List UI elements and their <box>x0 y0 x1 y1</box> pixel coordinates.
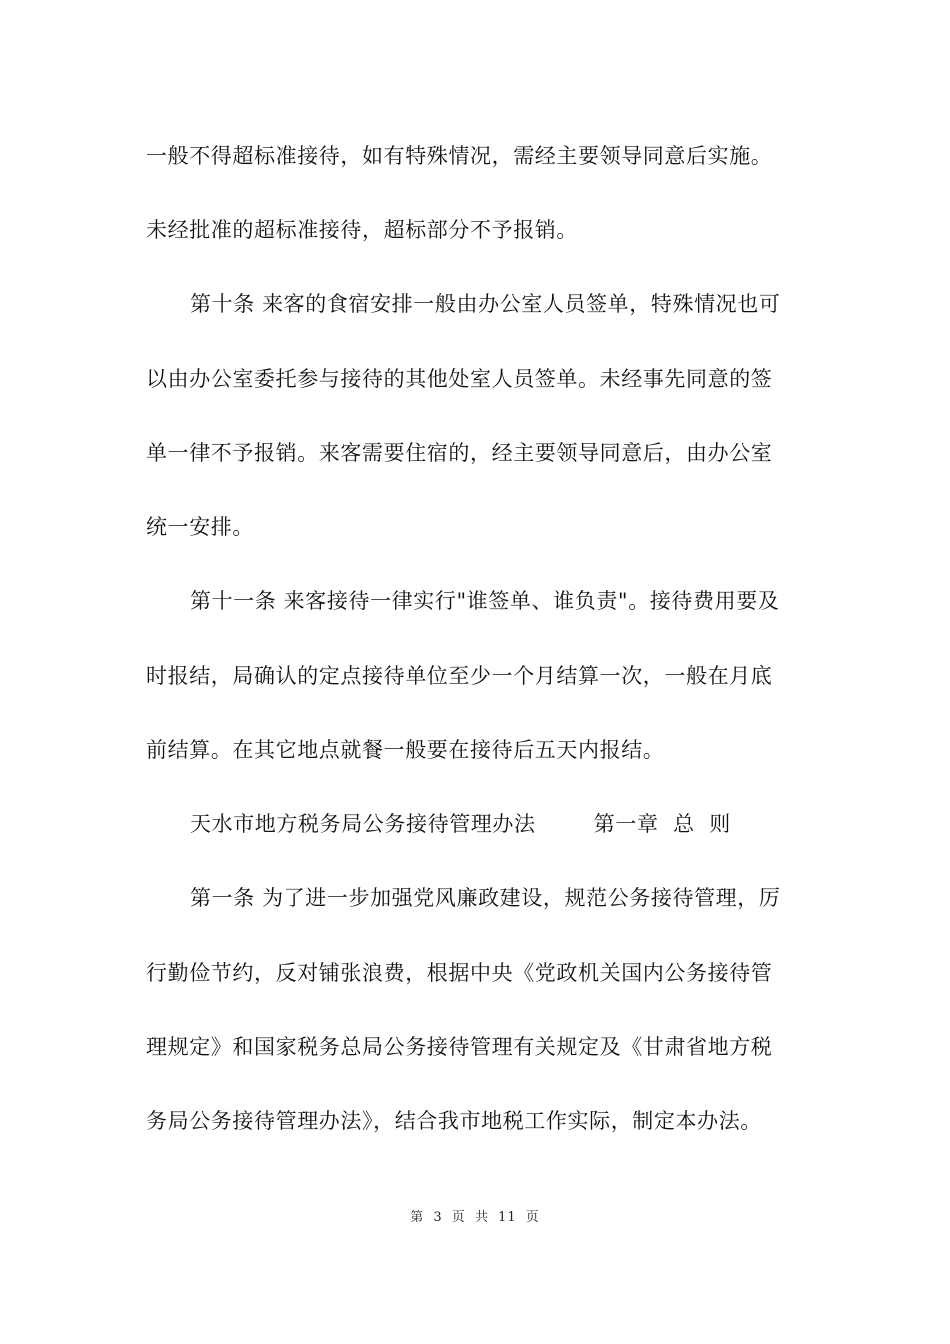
page-footer <box>0 1209 950 1227</box>
footer-total-prefix: 共 <box>474 1210 489 1225</box>
body-text-line: 以由办公室委托参与接待的其他处室人员签单。未经事先同意的签 <box>146 367 773 391</box>
footer-prefix: 第 <box>410 1210 425 1225</box>
article-1-line: 第一条 为了进一步加强党风廉政建设，规范公务接待管理，厉 <box>190 886 781 910</box>
body-text-line: 一般不得超标准接待，如有特殊情况，需经主要领导同意后实施。 <box>146 144 773 168</box>
footer-total-pages: 11 <box>498 1210 517 1225</box>
footer-page-word: 页 <box>451 1210 466 1225</box>
body-text-line: 行勤俭节约，反对铺张浪费，根据中央《党政机关国内公务接待管 <box>146 961 773 985</box>
body-text-line: 统一安排。 <box>146 515 254 539</box>
body-text-line: 前结算。在其它地点就餐一般要在接待后五天内报结。 <box>146 738 665 762</box>
body-text-line: 单一律不予报销。来客需要住宿的，经主要领导同意后，由办公室 <box>146 441 773 465</box>
footer-current-page: 3 <box>433 1210 443 1225</box>
body-text-line: 时报结，局确认的定点接待单位至少一个月结算一次，一般在月底 <box>146 664 773 688</box>
article-11-line: 第十一条 来客接待一律实行"谁签单、谁负责"。接待费用要及 <box>190 589 780 613</box>
article-10-line: 第十条 来客的食宿安排一般由办公室人员签单，特殊情况也可 <box>190 292 781 316</box>
body-text-line: 未经批准的超标准接待，超标部分不予报销。 <box>146 218 578 242</box>
body-text-line: 务局公务接待管理办法》，结合我市地税工作实际，制定本办法。 <box>146 1109 762 1133</box>
body-text-line: 理规定》和国家税务总局公务接待管理有关规定及《甘肃省地方税 <box>146 1035 773 1059</box>
heading-line: 天水市地方税务局公务接待管理办法 第一章 总 则 <box>190 812 731 836</box>
footer-suffix: 页 <box>525 1210 540 1225</box>
